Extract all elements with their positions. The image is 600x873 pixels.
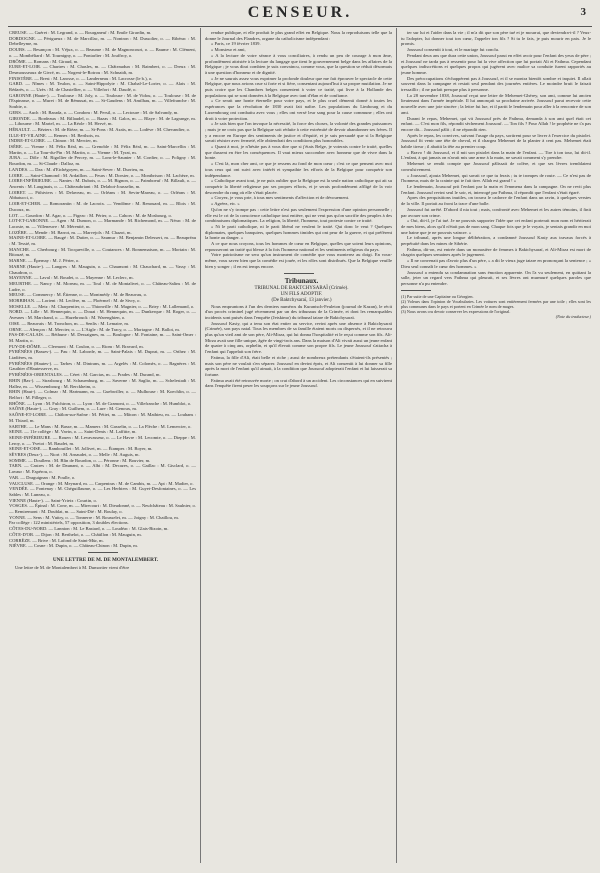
article-paragraph: rendue publique, et elle produit le plus grand effet en Belgique. Nous la reproduisons telle que la donne le Journal des Flandres, organe du catholicisme indépendant : bbox=[205, 30, 392, 41]
election-entry: Par collège : 122 ministériels, 57 opposition, 3 doubles élections. bbox=[9, 520, 129, 526]
election-entry: PAS-DE-CALAIS. — Béthune : M. Dessaignes, m. — Boulogne : M. Fontaine, m. — Saint-Omer : M. Martin, o. bbox=[9, 332, 196, 343]
election-entry: SEINE-ET-OISE. — Rambouillet : M. Jollivet, m. — Étampes : M. Boyer, m. bbox=[9, 446, 153, 452]
election-entry: GARONNE (Haute-). — Toulouse : M. Joly, o. — Toulouse : M. de Vidou, o. — Toulouse : M. de l'Espinasse, o. — Muret : M. de Rémusat, m. — St-Gaudens : M. Amilhau, m. — Villefranche : M. Soubie, o. bbox=[9, 92, 196, 110]
election-entry: SÈVRES (Deux-). — Niort : M. Arnaudet, o. — Melle : M. Auguis, m. bbox=[9, 452, 140, 458]
election-entry: CREUSE. — Guéret : M. Legrand, o. — Bourganeuf : M. Emile Girardin, m. bbox=[9, 30, 152, 35]
article-paragraph: Joussouf a entendu sa condamnation sans émotion apparente. On l'a vu seulement, en quittant la salle, jeter un regard vers Fathma qui pleurait, et ses lèvres ont murmuré quelques paroles que personne n'a pu entendre. bbox=[401, 269, 591, 286]
article-paragraph: Votre patriotisme ne sera qu'un instrument de comédie que vous monterez au doigt. En vous-même, vous savez bien que la comédie est jouée, et les rôles sont distribués. Que la Belgique veuille bien y songer ; il en est temps encore. bbox=[205, 252, 392, 269]
election-entry: GERS. — Auch : M. Barada, o. — Condom : M. Persil, o. — Lectoure : M. de Salvandy, m. bbox=[9, 109, 179, 115]
election-entry: FINISTÈRE. — Brest : M. Larosse, o. — Landerneau : M. Lacrosse (le b.), o. bbox=[9, 75, 153, 81]
column-1 bbox=[9, 30, 196, 868]
article-paragraph: « Ce serait une honte éternelle pour votre pays, et le plus cruel démenti donné à toutes les espérances que la révolution de 1830 avait fait naître. Les populations du Limbourg et du Luxembourg ont combattu avec vous ; elles ont versé leur sang pour la cause commune ; elles ont droit à votre protection. bbox=[205, 98, 392, 121]
election-entry: LOT. — Gourdon : M. Agar, o. — Figeac : M. Périer, o. — Cahors : M. de Mosbourg, o. bbox=[9, 212, 172, 218]
article-paragraph: Le lendemain, Joussouf prit l'enfant par la main et l'emmena dans la campagne. On ne revit plus l'enfant. Joussouf revint seul le soir, et, interrogé par Fathma, il répondit que l'enfant s'était égaré. bbox=[401, 183, 591, 195]
notes-rule bbox=[401, 290, 431, 291]
election-entry: ORNE. — Alençon : M. Mercier, o. — L'Aigle : M. de Tracy, o. — Mortagne : M. Ballot, m. bbox=[9, 326, 180, 332]
article-paragraph: « C'est là, mon cher ami, ce que je ressens au fond de mon cœur ; c'est ce que pensent avec moi tous ceux qui ont suivi avec intérêt et sympathie les efforts de la Belgique pour conquérir son indépendance. bbox=[205, 161, 392, 178]
article-paragraph: « Je sais bien que l'on invoque la nécessité, la force des choses, la volonté des grandes puissances ; mais je ne crois pas que la Belgique soit réduite à cette extrémité de devoir abandonner ses frères. Il y a encore en Europe des sentiments de justice et d'équité, et je suis persuadé que si la Belgique savait résister avec fermeté, elle obtiendrait des conditions plus honorables. bbox=[205, 121, 392, 144]
article-paragraph: « Bravo ! dit Joussouf, et il mit son pistolet dans la main de l'enfant. — Tire à ton tour, lui dit-il. L'enfant, à qui jamais on n'avait mis une arme à la main, ne savait comment s'y prendre. bbox=[401, 149, 591, 161]
election-entry: LOIRE-INFÉRIEURE. — Nantes : M. Dubois, o. — M. Bignon, o. — Paimboeuf : M. Billault, o. — Ancenis : M. Lauginais, o. — Châteaubriant : M. Delabot-Jousselin, m. bbox=[9, 178, 196, 189]
election-entry: LOIRE. — Saint-Chamond : M. Ardaillon. — Feurs : M. Dorsier, o. — Montbrison : M. Lachèze, m. bbox=[9, 172, 195, 178]
election-entry: MARNE. — Épernay : M. J. Périer, o. bbox=[9, 258, 80, 264]
election-entry: INDRE-ET-LOIRE. — Chinon : M. Mercier, m. bbox=[9, 138, 98, 144]
election-entry: VOSGES. — Épinal : M. Conv, m. — Mirecourt : M. Dieudonné, o. — Neufchâteau : M. Saulnier, o. — Remiremont : M. Doublat, m. — Saint-Dié : M. Boulay, o. bbox=[9, 503, 196, 515]
election-entry: RHIN (Bas-). — Strasbourg : M. Schauenburg, m. — Saverne : M. Saglio, m. — Schelestadt : M. Hallez, m. — Wissembourg : M. Berckheim, o. bbox=[9, 377, 196, 389]
article-paragraph: « Je ne saurais assez vous exprimer la profonde douleur que me fait éprouver le spectacle de cette Belgique, que nous avions crue si forte et si fière, consentant aujourd'hui à sa propre mutilation. Je ne puis croire que les Chambres belges consentent à voter ce traité, qui livre à la Hollande des populations qui se sont données à la Belgique avec tant d'élan et de confiance. bbox=[205, 75, 392, 98]
election-entry: PYRÉNÉES-ORIENTALES. — Céret : M. Garcias, m. — Prades : M. Durand, m. bbox=[9, 372, 161, 378]
article-paragraph: Joussouf consentit à tout, et le mariage fut conclu. bbox=[407, 47, 500, 53]
article-paragraph: Durant le repas, Mehemet, qui vit Joussouf près de Fathma, demanda à son ami quel était cet enfant. — C'est mon fils, répondit sèchement Joussouf. — Ton fils ? Pour Allah ! le prophète ne t'a pas encore dit... Joussouf pâlit ; il ne répondit rien. bbox=[401, 115, 591, 132]
article-paragraph: Pendant deux ans que dura cette union, Joussouf parut en effet avoir pour l'enfant des yeux de père ; et Joussouf ne tarda pas à ressentir pour lui la vive affection que lui portait Ali et Fathma. Cependant quelques indiscrétions et quelques propos qui jugèrent avec malice sa conduite furent rapportés au jeune homme. bbox=[401, 52, 591, 75]
court-report bbox=[205, 304, 392, 390]
article-paragraph: Une lettre de M. de Montalembert à M. Dumortier vient d'être bbox=[15, 564, 130, 570]
election-entry: MAINE-ET-LOIRE. — Baugé : M. Dutier, o. — Saumur : M. Benjamin Delessert, m. — Beaupréau : M. Tessié, m. bbox=[9, 235, 196, 247]
election-entry: ISÈRE. — Vienne : M. Félix Réal, m. — Grenoble : M. Félix Réal, m. — Saint-Marcellin : M. Martin, o. — La Tour-du-Pin : M. Martin, o. — Vienne : M. Tyrat, m. bbox=[9, 144, 196, 155]
article-heading: UNE LETTRE DE M. DE MONTALEMBERT. bbox=[52, 556, 159, 563]
election-entry: LOZÈRE. — Mende : M. Barrot, m. — Marvejols : M. Chazot, m. bbox=[9, 229, 132, 235]
election-entry: GARD. — Nîmes : M. Teulon, o. — Saint-Hippolyte : M. Chabal-Le-Lorier, o. — Alais : M. Rédarès, o. — Uzès : M. de Chastellier, o. — Villefort : M. Daudé, o. bbox=[9, 81, 196, 93]
election-entry: MORBIHAN. — Lorient : M. Leclère, m. — Ploërmel : M. de Sivry, o. bbox=[9, 298, 141, 304]
article-paragraph: Après le repas, les convives, suivant l'usage du pays, sortirent pour se livrer à l'exercice du pistolet. Joussouf fit venir une tête de cheval, et il chargea Mehemet de la planter à cent pas. Mehemet était habile tireur ; il abattit la tête au premier coup. bbox=[401, 132, 591, 150]
article-paragraph: Des préoccupations s'échappèrent pas à Joussouf, et il se montra bientôt sombre et inquiet. Il allait souvent dans la campagne et restait seul pendant des journées entières. Le moindre bruit le faisait tressaillir ; il ne parlait presque plus à personne. bbox=[401, 75, 591, 93]
election-entry: PYRÉNÉES (Hautes-). — Tarbes : M. Dintrans, m. — Argelès : M. Colomès, o. — Bagnères : M. Gauthier d'Hautesserve, m. bbox=[9, 360, 196, 372]
letter-article bbox=[205, 30, 392, 270]
election-entry: CÔTES-DU-NORD. — Lannion : M. Le Bastard, o. — Loudéac : M. Glais-Bizoin, m. bbox=[9, 526, 169, 532]
column-divider bbox=[200, 28, 201, 863]
article-paragraph: Qu'on ne s'y trompe pas : cette lettre n'est pas seulement l'expression d'une opinion personnelle ; elle est le cri de la conscience catholique tout entière, qui ne veut pas qu'on sacrifie des peuples à des combinaisons diplomatiques. La religion, la liberté, l'honneur, tout proteste contre ce traité. bbox=[205, 206, 392, 224]
column-divider bbox=[396, 28, 397, 863]
section-heading-tribunaux: Tribunaux. bbox=[284, 276, 319, 285]
election-entry: MAYENNE. — Laval : M. Boudet, o. — Mayenne : M. Leclerc, m. bbox=[9, 275, 134, 281]
court-title: TRIBUNAL DE BAKTCHYSARAÏ (Crimée). bbox=[254, 285, 349, 291]
court-subtitle: UN FILS ADOPTIF. bbox=[280, 291, 323, 297]
election-entry: RHIN (Haut-). — Colmar : M. Hartmann, m. — Guebwiller, o. — Mulhouse : M. Koechlin, o. — Belfort : M. Pilleger, o. bbox=[9, 389, 196, 400]
article-paragraph: ter sur lui et l'aider dans la vie ; il m'a dit que son père tué et je mourrai, que deviendra-t-il ? Veux-tu l'adopter, lui donner tout ton cœur, l'appeler ton fils ? Si tu le fais, je puis mourir en paix. Je le promis. bbox=[401, 30, 591, 47]
court-report-continued bbox=[401, 30, 591, 287]
election-entry: MANCHE. — Cherbourg : M. Tocqueville, o. — Coutances : M. Bonnemaison, m. — Mortain : M. Bitouzé, m. bbox=[9, 246, 196, 258]
election-entry: MOSELLE. — Metz : M. Charpentier, o. — Thionville : M. Magnier, o. — Briey : M. Lallemand, o. bbox=[9, 303, 195, 309]
article-paragraph: Fatima avait été retrouvée morte ; on crut d'abord à un accident. Les circonstances qui en suivirent dans l'enquête firent peser les soupçons sur le jeune Joussouf. bbox=[205, 377, 392, 389]
election-results-list bbox=[9, 30, 196, 549]
dateline: (De Baktchysaraï, 13 janvier.) bbox=[271, 297, 332, 303]
election-entry: OISE. — Beauvais : M. Tronchon, m. — Senlis : M. Lemaire, m. bbox=[9, 320, 130, 326]
translator-note: (Note du traducteur.) bbox=[555, 314, 591, 320]
column-3 bbox=[401, 30, 591, 868]
election-entry: TARN. — Castres : M. de Daunant, o. — Albi : M. Decazes, o. — Gaillac : M. Gisclard, o. — Lavaur : M. Espérou, o. bbox=[9, 463, 196, 475]
election-entry: LOT-ET-GARONNE. — Agen : M. Dumon, o. — Marmande : M. Richemond, m. — Nérac : M. de Lacoste, m. — Villeneuve : M. Mérentié, m. bbox=[9, 218, 196, 229]
article-paragraph: Nous empruntons à l'un des derniers numéros du Kurantsch-Feuleton (journal de Kazan), le récit d'un procès criminel jugé récemment par un des tribunaux de la Crimée, et dont les remarquables incidents sont puisés dans l'enquête (Jetskimo) du tribunal tatare de Baktchysaraï. bbox=[205, 303, 392, 320]
article-paragraph: Fathma, dit-on, est entrée dans un monastère de femmes à Baktchysaraï, et Ali-Mirza est mort de chagrin quelques semaines après le jugement. bbox=[401, 246, 591, 258]
election-entry: VENDÉE. — Fontenay : M. Chéguillaume, o. — Les Herbiers : M. Guyet-Desfontaines, o. — Les Sables : M. Luneau, o. bbox=[9, 486, 196, 497]
masthead bbox=[0, 0, 600, 26]
election-entry: LOIRET. — Pithiviers : M. Delaveau, m. — Orléans : M. Sevin-Mareau, o. — Orléans : M. Abbatucci, o. bbox=[9, 189, 196, 201]
article-paragraph: Le tribunal, après une longue délibération, a condamné Joussouf Kasty aux travaux forcés à perpétuité dans les mines de Sibérie. bbox=[401, 235, 591, 247]
election-entry: VAR. — Draguignan : M. Poulle, o. bbox=[9, 474, 76, 480]
election-entry: GIRONDE. — Bordeaux : M. Billaudel, o. — Bazas : M. Galos, m. — Blaye : M. de Lagrange, m. — Libourne : M. Martel, m. — La Réole : M. Hervé, m. bbox=[9, 115, 196, 127]
article-paragraph: Mehemet se rendit compte que Joussouf pâlissait de colère, et que ses lèvres tremblaient convulsivement. bbox=[401, 161, 591, 172]
election-entry: VAUCLUSE. — Orange : M. Meynard, m. — Carpentras : M. de Cambis, m. — Apt : M. Madier, o. bbox=[9, 480, 194, 486]
article-paragraph: « Oui, dit-il, je l'ai tué. Je ne pouvais supporter l'idée que cet enfant porterait mon nom et hériterait de mes biens, alors qu'il n'était pas de mon sang. Chaque fois que je le voyais, je sentais grandir en moi une haine que je ne pouvais vaincre. » bbox=[401, 218, 591, 235]
footnotes bbox=[401, 294, 591, 315]
election-entry: VIENNE (Haute-). — Saint-Yrieix : Courtin, o. bbox=[9, 497, 97, 503]
election-entry: MEURTHE. — Nancy : M. Moreau, m. — Toul : M. de Montalivet, o. — Château-Salins : M. de Ludre, o. bbox=[9, 280, 196, 292]
article-paragraph: « Joussouf, ajouta Mehemet, qui savait ce que tu ferais ; tu te trompes de route. — Ce n'est pas de l'honneur, mais de la crainte qui te fait tirer. Allah est grand ! » bbox=[401, 172, 591, 184]
article-paragraph: « Paris, ce 19 février 1839. bbox=[211, 41, 261, 47]
article-paragraph: « Agréez, etc. » bbox=[211, 201, 240, 207]
election-entry: MARNE (Haute-). — Langres : M. Mauguin, o. — Chaumont : M. Chauchard, m. — Vassy : M. Chaudron, o. bbox=[9, 263, 196, 275]
election-entry: LOIR-ET-CHER. — Romorantin : M. de Lacroix. — Vendôme : M. Renouard, m. — Blois : M. Ducoux, m. bbox=[9, 201, 196, 212]
article-paragraph: « A la lecture de votre séance à vous conciliaires, à rendu un peu de courage à mon âme, profondément attristée à la lecture du langage que tient le gouvernement belge dans les affaires de la Belgique ; je vous dirai combien je suis convaincu, comme vous, que la question se réduit désormais à une question d'honneur et de dignité. bbox=[205, 52, 392, 75]
footnote: (3) Nous avons cru devoir conserver les expressions de l'original. bbox=[401, 309, 511, 315]
election-entry: CORRÈZE. — Brive : M. Lafond de Saint-Mür, m. bbox=[9, 537, 104, 543]
election-entry: PUY-DE-DÔME. — Clermont : M. Coulon, o. — Riom : M. Bravard, m. bbox=[9, 343, 144, 349]
article-paragraph: « Il ne convenait pas d'avoir plus d'un père, » a dit le vieux juge tatare en prononçant la sentence ; « Dieu seul connaît le cœur des hommes. » bbox=[401, 258, 591, 269]
article-paragraph: « Catholique avant tout, je ne puis oublier que la Belgique est la seule nation catholique qui ait su conquérir la liberté religieuse par ses propres efforts, et je serais profondément affligé de la voir descendre du rang où elle s'était placée. bbox=[205, 178, 392, 195]
election-entry: NIÈVRE. — Cosne : M. Dupin, o. — Château-Chinon : M. Dupin, m. bbox=[9, 543, 139, 549]
article-paragraph: Fatima, la fille d'Ali, était belle et riche ; aussi de nombreux prétendants s'étaient-ils présentés ; mais son père ne voulait s'en séparer. Joussouf en devint épris, et Ali consentit à lui donner sa fille après la mort de l'enfant qu'il aimait, à la condition que Joussouf adopterait l'enfant et lui laisserait sa fortune. bbox=[205, 354, 392, 377]
page-number: 3 bbox=[580, 6, 586, 18]
article-paragraph: « Monsieur et ami, bbox=[211, 47, 246, 53]
election-entry: SOMME. — Doullens : M. Blin de Bourdon, o. — Péronne : M. Bouvier, m. bbox=[9, 457, 151, 463]
election-entry: SAÔNE (Haute-). — Gray : M. Guilhem, o. — Lure : M. Genoux, m. bbox=[9, 406, 138, 412]
election-entry: DORDOGNE. — Périgueux : M. de Marcillac, m. — Nontron : M. Dussolier, o. — Ribérac : M. Debelleyme, m. bbox=[9, 35, 196, 47]
article-paragraph: « Quant à moi, je n'hésite pas à vous dire que si j'étais Belge, je voterais contre le traité, quelles que dussent en être les conséquences. Il vaut mieux succomber avec honneur que de vivre dans la honte. bbox=[205, 144, 392, 161]
election-entry: CÔTE-D'OR. — Dijon : M. Berthelot, o. — Châtillon : M. Mauguin, m. bbox=[9, 531, 142, 537]
election-entry: SEINE. — 11e collège : M. Vavin, o. — Saint-Denis : M. Laffitte, m. bbox=[9, 429, 137, 435]
election-entry: RHÔNE. — Lyon : M. Fulchiron, o. — Lyon : M. de Gramont, o. — Villefranche : M. Humblot, o. bbox=[9, 400, 192, 406]
newspaper-title: CENSEUR. bbox=[247, 4, 353, 21]
article-paragraph: Joussouf Kasty, qui a tenu son état entier au service, revint après une absence à Baktchysaraï (Crimée), son pays natal. Tous les membres de sa famille étaient morts ou dispersés, et il ne retrouva plus qu'un vieil ami de son père, Ali-Mirza, qui lui donna l'hospitalité et le reçut comme son fils. Ali-Mirza avait une fille unique, âgée de vingt-trois ans. Dans la maison d'Ali vivait aussi un jeune enfant de quatre à cinq ans, orphelin, et qu'il élevait comme son propre fils. Le jeune Joussouf s'attacha à l'enfant qui l'appelait son frère. bbox=[205, 320, 392, 355]
column-2 bbox=[205, 30, 392, 868]
election-entry: SAÔNE-ET-LOIRE. — Châlon-sur-Saône : M. Pétiet, m. — Mâcon : M. Mathieu, m. — Louhans : M. Thiard, m. bbox=[9, 412, 196, 423]
election-entry: HÉRAULT. — Béziers : M. de Rièze, m. — St-Pons : M. Azaïs, m. — Lodève : M. Chevandier, o. bbox=[9, 126, 191, 132]
election-entry: MEUSE. — Commercy : M. Étienne, o. — Montmédy : M. de Beauvau, o. bbox=[9, 292, 148, 298]
article-paragraph: Joussouf fut arrêté. D'abord il nia tout ; mais, confronté avec Mehemet et les autres témoins, il finit par avouer son crime. bbox=[401, 206, 591, 218]
election-entry: YONNE. — Sens : M. Vuitry, o. — Tonnerre : M. Rousselet, m. — Joigny : M. Chaillou, m. bbox=[9, 514, 179, 520]
election-entry: DOUBS. — Besançon : M. Véjux, o. — Beaume : M. de Magnoncourt, o. — Baume : M. Clément, o. — Montbéliard : M. Tournigny, o. — Pontarlier : M. Jouffroy, o. bbox=[9, 47, 196, 58]
footnote: (2) Voleurs dans l'opinion de Vocabularies. Les voitures sont entièrement fermées par une toile ; elles sont les plus communes dans le pays et portent en Crimée le nom de mages. bbox=[401, 298, 591, 310]
article-paragraph: « Ni le parti catholique, ni le parti libéral ne veulent le traité. Qui donc le veut ? Quelques diplomates, quelques banquiers, quelques hommes timides qui ont peur de la guerre, et qui préfèrent la honte au danger. » bbox=[205, 223, 392, 241]
article-paragraph: A ce que nous croyons, tous les hommes de cœur en Belgique, quelles que soient leurs opinions, repousseront un traité qui blesse à la fois l'honneur national et les sentiments religieux du pays. bbox=[205, 241, 392, 252]
election-entry: SEINE-INFÉRIEURE. — Rouen : M. Levavasseur, o. — Le Havre : M. Lecomte, o. — Dieppe : M. Leroy, o. — Yvetot : M. Baudet, m. bbox=[9, 434, 196, 446]
election-entry: PYRÉNÉES (Basses-). — Pau : M. Laborde, m. — Saint-Palais : M. Duprat, m. — Orthez : M. Liadières, m. bbox=[9, 349, 196, 361]
masthead-rule bbox=[8, 26, 592, 27]
article-paragraph: « Croyez, je vous prie, à tous mes sentiments d'affection et de dévouement. bbox=[211, 195, 350, 201]
section-rule bbox=[284, 273, 314, 274]
election-entry: EURE-ET-LOIR. — Chartres : M. Chasles, m. — Châteaudun : M. Raimbert, o. — Dreux : M. Desmousseaux de Givré, m. — Nogent-le-Rotrou : M. Schnaidt, m. bbox=[9, 64, 196, 75]
section-rule bbox=[88, 552, 118, 553]
election-entry: LANDES. — Dax : M. d'Etchégoyen, m. — Saint-Sever : M. Durrieu, m. bbox=[9, 166, 145, 172]
election-entry: NORD. — Lille : M. Hennequin, o. — Douai : M. Hennequin, m. — Dunkerque : M. Roger, o. — Avesnes : M. Marchand, o. — Hazebrouck : M. Warenghien, o. bbox=[9, 309, 196, 321]
article-paragraph: Apres des perquisitions inutiles, on trouva le cadavre de l'enfant dans un ravin, à quelques verstes de la ville. Il portait au front la trace d'une balle. bbox=[401, 195, 591, 207]
article-paragraph: La 28 novembre 1838, Joussouf reçut une lettre de Mehemet-Ghérey, son ami, comme lui ancien lieutenant dans l'armée impériale. Il lui annonçait sa prochaine arrivée. Joussouf parut recevoir cette nouvelle avec une joie sincère ; la lettre fut lue, et il partit le lendemain pour aller à la rencontre de son ami. bbox=[401, 92, 591, 115]
election-entry: DRÔME. — Romans : M. Giraud, m. bbox=[9, 58, 79, 64]
footnote: (1) Par suite de une Capitaine ou Géorgien. bbox=[401, 293, 474, 299]
election-entry: SARTHE. — Le Mans : M. Basse, m. — Mamers : M. Gasselin, o. — La Flèche : M. Lemercier, o. bbox=[9, 423, 192, 429]
election-entry: JURA. — Dôle : M. Rigollier de Percey, m. — Lons-le-Saunier : M. Cordier, o. — Poligny : M. Bourdon, m. — St-Claude : Dalloz, m. bbox=[9, 155, 196, 167]
election-entry: ILLE-ET-VILAINE. — Rennes : M. Berthois, m. bbox=[9, 132, 100, 138]
